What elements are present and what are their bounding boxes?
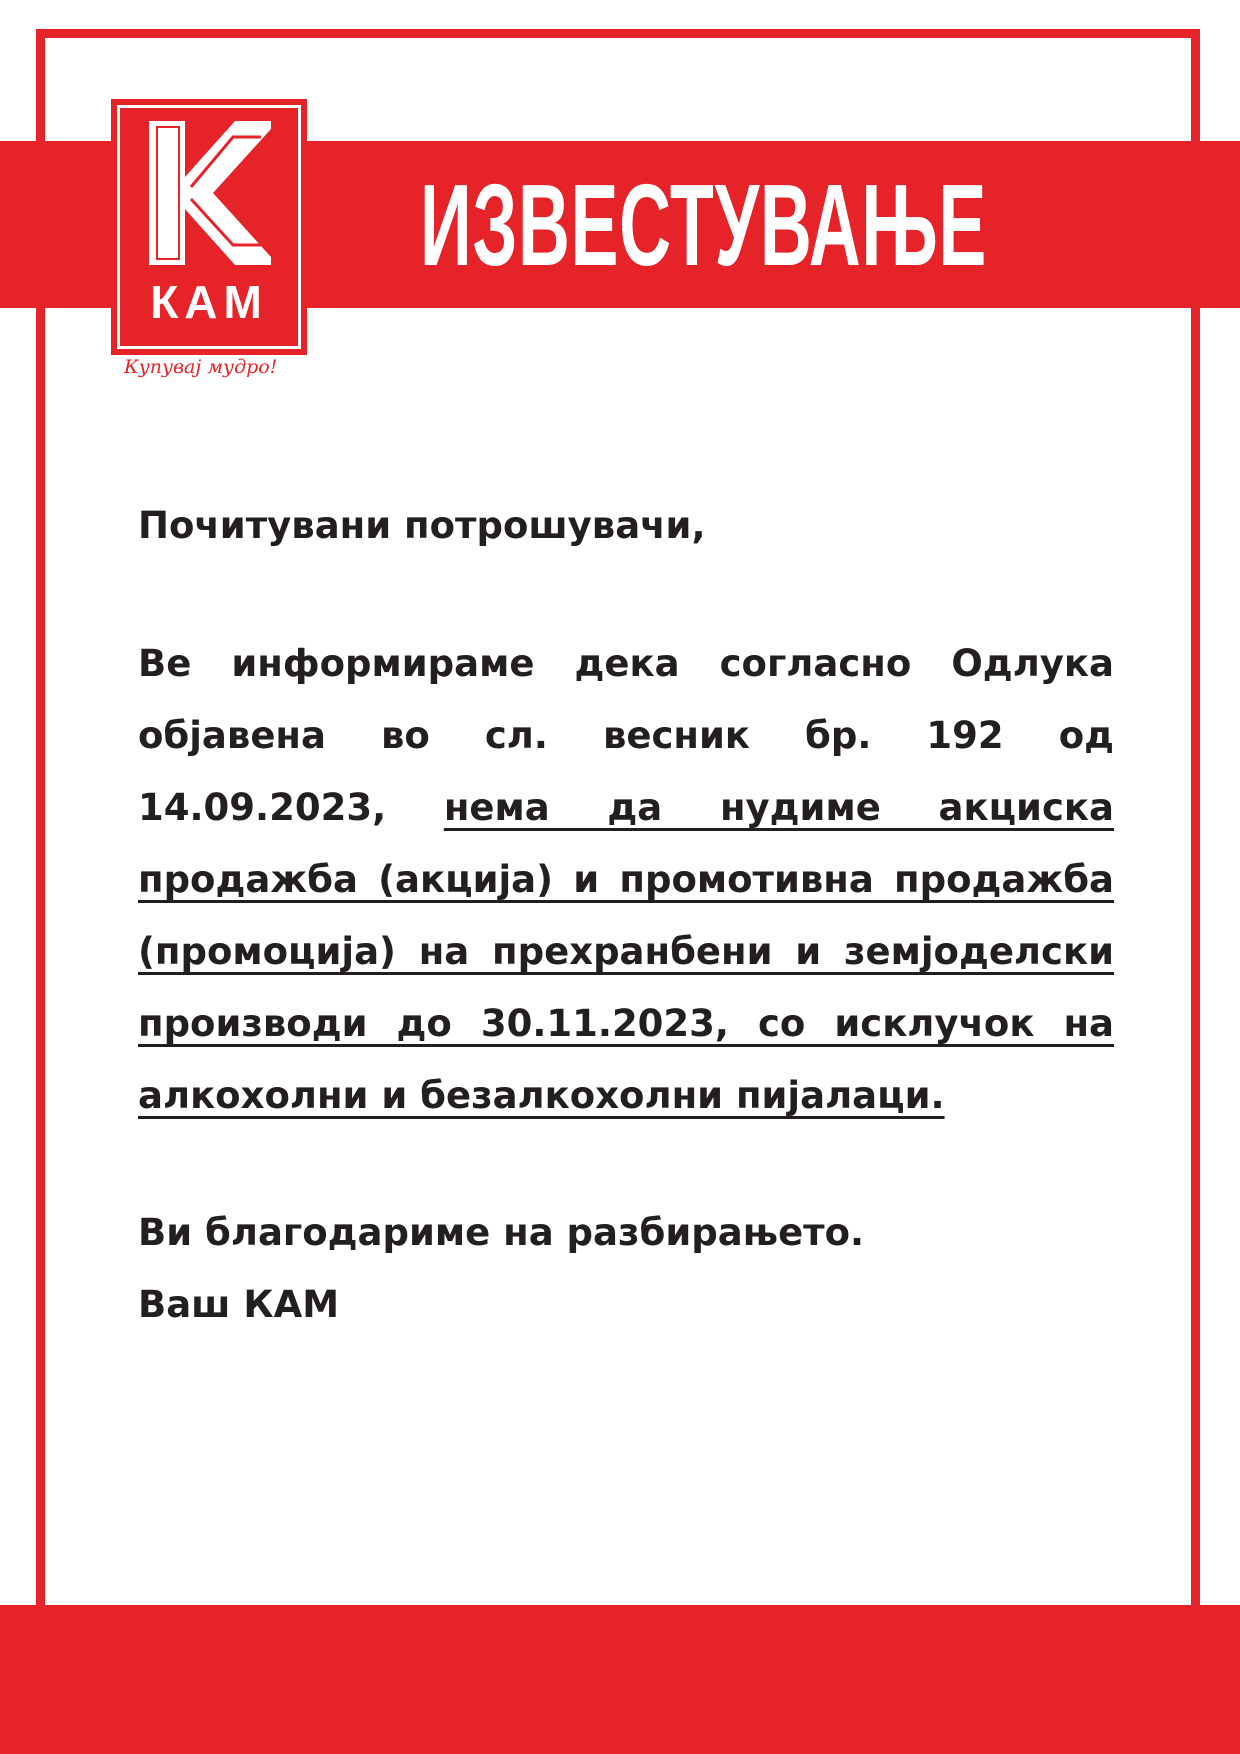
logo-wordmark: КАМ [150,276,268,328]
notice-paragraph [138,628,1114,1132]
footer-band [0,1605,1240,1754]
greeting: Почитувани потрошувачи, [138,504,706,547]
kam-logo [111,99,307,355]
notice-underlined-text: нема да нудиме акциска продажба (акција) и промотивна продажба (промоција) на прехранбени и земјоделски производи до 30.11.2023, со исклучок на алкохолни и безалкохолни пијалаци. [138,786,1114,1117]
logo-k-icon [135,113,285,273]
letter-body [138,490,1114,1341]
thanks-line: Ви благодариме на разбирањето. [138,1211,865,1254]
logo-slogan: Купувај мудро! [124,356,278,378]
notice-title: ИЗВЕСТУВАЊЕ [420,160,987,290]
signature: Ваш КАМ [138,1283,340,1326]
notice-intro: Ве информираме дека согласно Одлука објавена во сл. весник бр. 192 од 14.09.2023, [138,642,1114,829]
